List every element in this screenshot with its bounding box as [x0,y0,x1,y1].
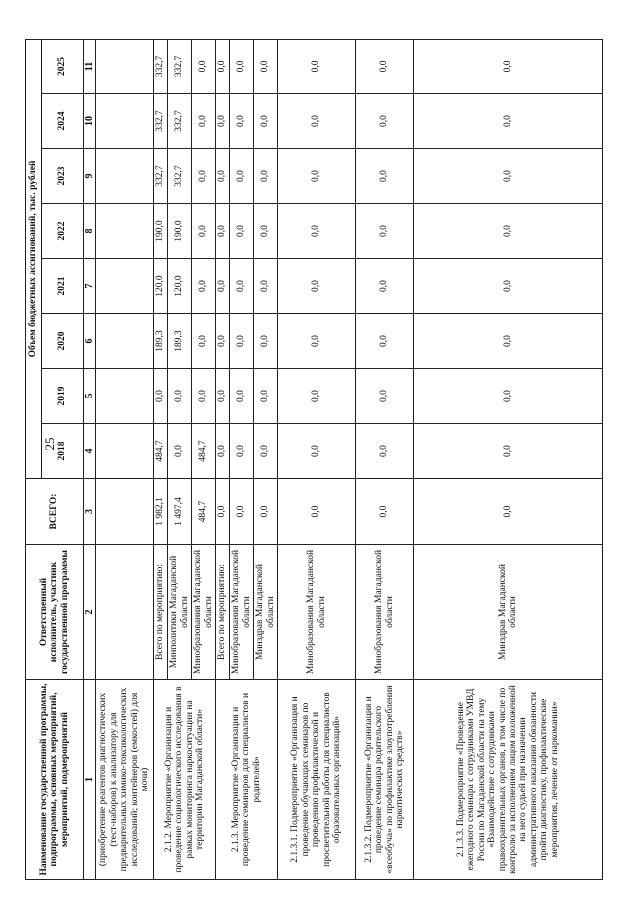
header-executor: Ответственный исполнитель, участник государственной программы [26,545,84,680]
column-number: 5 [84,369,96,424]
header-year: 2019 [42,369,84,424]
budget-table [25,39,603,880]
value-cell: 1 497,4 [168,479,192,545]
value-cell: 332,7 [154,149,168,204]
value-cell [96,204,154,259]
value-cell: 0,0 [278,149,356,204]
value-cell: 0,0 [192,94,216,149]
value-cell: 0,0 [254,39,278,93]
value-cell: 0,0 [278,424,356,479]
header-year: 2024 [42,94,84,149]
value-cell: 0,0 [414,314,603,369]
value-cell: 0,0 [254,204,278,259]
value-cell: 190,0 [168,204,192,259]
value-cell: 0,0 [356,94,414,149]
value-cell: 0,0 [168,424,192,479]
value-cell: 332,7 [154,94,168,149]
value-cell: 0,0 [192,259,216,314]
value-cell [96,94,154,149]
value-cell: 0,0 [230,424,254,479]
value-cell: 0,0 [216,424,230,479]
value-cell: 0,0 [254,369,278,424]
header-name: Наименование государственной программы, подпрограммы, основных мероприятий, мероприятий, подмероприятий [26,680,84,880]
value-cell [96,424,154,479]
value-cell [96,479,154,545]
value-cell: 0,0 [356,39,414,93]
value-cell [96,149,154,204]
value-cell: 0,0 [254,314,278,369]
value-cell: 0,0 [414,204,603,259]
header-total: ВСЕГО: [26,479,84,545]
value-cell: 332,7 [168,94,192,149]
value-cell: 0,0 [168,369,192,424]
value-cell: 0,0 [356,424,414,479]
value-cell: 0,0 [356,149,414,204]
value-cell [96,369,154,424]
page-number: 25 [42,437,57,451]
value-cell: 0,0 [154,369,168,424]
value-cell: 0,0 [356,259,414,314]
header-year: 2018 [42,424,84,479]
value-cell: 0,0 [254,424,278,479]
value-cell: 0,0 [192,204,216,259]
value-cell: 0,0 [216,204,230,259]
column-number: 7 [84,259,96,314]
column-number: 1 [84,680,96,880]
value-cell: 0,0 [230,259,254,314]
column-number: 4 [84,424,96,479]
value-cell: 332,7 [168,149,192,204]
executor-cell: Минздрав Магаданской области [254,545,278,680]
executor-cell: Минобразования Магаданской области [192,545,216,680]
header-year: 2020 [42,314,84,369]
value-cell: 0,0 [356,204,414,259]
measure-name: (приобретение реагентов диагностических (тест-наборов) к анализатору для предварительных химико-токсикологических исследований; контейнеров (емкостей) для мочи) [96,680,154,880]
value-cell: 0,0 [230,94,254,149]
column-number: 2 [84,545,96,680]
column-number: 3 [84,479,96,545]
value-cell: 0,0 [414,149,603,204]
value-cell: 120,0 [168,259,192,314]
value-cell: 0,0 [278,259,356,314]
value-cell: 0,0 [216,479,230,545]
header-funding: Объем бюджетных ассигнований, тыс. рублей [26,39,42,478]
measure-name: 2.1.3. Мероприятие «Организация и проведение семинаров для специалистов и родителей» [216,680,278,880]
header-year: 2021 [42,259,84,314]
executor-cell: Минобразования Магаданской области [230,545,254,680]
value-cell: 484,7 [192,479,216,545]
value-cell: 0,0 [216,94,230,149]
value-cell: 189,3 [168,314,192,369]
value-cell: 0,0 [278,314,356,369]
value-cell: 0,0 [230,204,254,259]
value-cell: 0,0 [216,259,230,314]
rotated-sheet [25,40,603,880]
executor-cell: Минполитики Магаданской области [168,545,192,680]
value-cell: 484,7 [192,424,216,479]
value-cell: 0,0 [356,479,414,545]
value-cell: 0,0 [414,259,603,314]
value-cell [96,39,154,93]
value-cell: 0,0 [356,369,414,424]
value-cell: 0,0 [192,369,216,424]
executor-cell: Минобразования Магаданской области [278,545,356,680]
value-cell: 484,7 [154,424,168,479]
executor-cell: Всего по мероприятию: [216,545,230,680]
value-cell: 0,0 [414,479,603,545]
value-cell: 0,0 [414,369,603,424]
value-cell: 0,0 [278,369,356,424]
executor-cell: Минобразования Магаданской области [356,545,414,680]
column-number: 8 [84,204,96,259]
value-cell: 0,0 [230,39,254,93]
value-cell: 0,0 [414,39,603,93]
value-cell: 189,3 [154,314,168,369]
value-cell: 0,0 [216,149,230,204]
value-cell [96,259,154,314]
value-cell: 0,0 [278,94,356,149]
value-cell: 0,0 [230,479,254,545]
value-cell: 190,0 [154,204,168,259]
header-year: 2025 [42,39,84,93]
value-cell: 0,0 [216,39,230,93]
value-cell: 0,0 [414,424,603,479]
value-cell: 0,0 [216,314,230,369]
value-cell: 1 982,1 [154,479,168,545]
measure-name: 2.1.3.1. Подмероприятие «Организация и проведение обучающих семинаров по проведению профилактической и просветительной работы для специалистов образовательных организаций» [278,680,356,880]
measure-name: 2.1.2. Мероприятие «Организация и проведение социологического исследования в рамках мониторинга наркоситуации на территории Магаданской области» [154,680,216,880]
value-cell: 0,0 [192,314,216,369]
measure-name: 2.1.3.2. Подмероприятие «Организация и проведение семинара родительского «всеобуча» по профилактике злоупотребления наркотических средств» [356,680,414,880]
column-number: 9 [84,149,96,204]
executor-cell: Всего по мероприятию: [154,545,168,680]
value-cell: 0,0 [414,94,603,149]
value-cell: 0,0 [254,259,278,314]
value-cell: 0,0 [230,149,254,204]
value-cell: 0,0 [216,369,230,424]
executor-cell [96,545,154,680]
header-year: 2022 [42,204,84,259]
column-number: 10 [84,94,96,149]
value-cell: 332,7 [168,39,192,93]
value-cell: 0,0 [278,204,356,259]
executor-cell: Минздрав Магаданской области [414,545,603,680]
measure-name: 2.1.3.3. Подмероприятие «Проведение ежегодного семинара с сотрудниками УМВД России по Магаданской области на тему «Взаимодействие с сотрудниками правоохранительных органов, в том числе по контролю за исполнением лицом возложенной на него судьей при назначении административного наказания обязанности пройти диагностику, профилактические мероприятия, лечение от наркомании» [414,680,603,880]
value-cell: 0,0 [254,94,278,149]
value-cell: 0,0 [230,314,254,369]
value-cell: 120,0 [154,259,168,314]
value-cell: 0,0 [356,314,414,369]
value-cell: 0,0 [230,369,254,424]
value-cell: 0,0 [278,39,356,93]
value-cell: 0,0 [254,479,278,545]
value-cell: 0,0 [254,149,278,204]
value-cell [96,314,154,369]
column-number: 6 [84,314,96,369]
value-cell: 332,7 [154,39,168,93]
value-cell: 0,0 [192,39,216,93]
header-year: 2023 [42,149,84,204]
column-number: 11 [84,39,96,93]
value-cell: 0,0 [192,149,216,204]
value-cell: 0,0 [278,479,356,545]
